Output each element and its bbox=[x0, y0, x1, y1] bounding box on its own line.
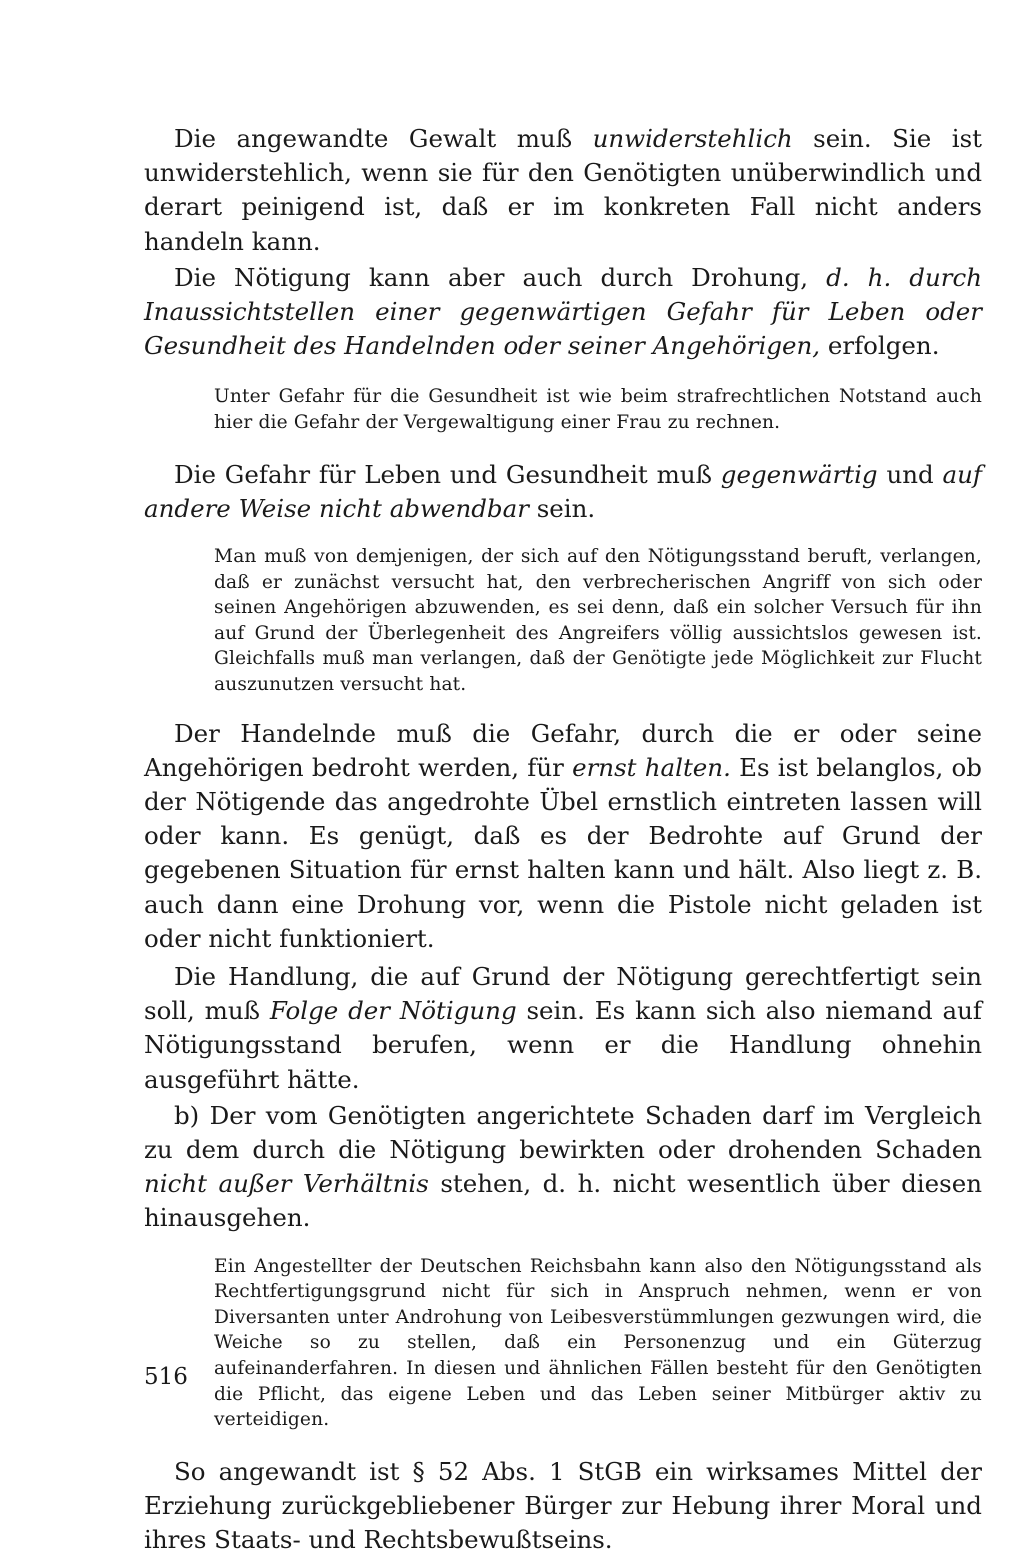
text-run: sein. Es kann sich also niemand auf Nötigungsstand berufen, wenn er die Handlung ohnehin ausgeführt hätte. bbox=[144, 996, 982, 1094]
text-run: Die angewandte Gewalt muß bbox=[174, 124, 593, 153]
paragraph-proportionality bbox=[144, 1099, 982, 1236]
note-health-danger bbox=[214, 384, 982, 435]
emphasis-text: unwiderstehlich bbox=[592, 124, 793, 153]
text-run: Es ist belanglos, ob der Nötigende das angedrohte Übel ernstlich eintreten lassen will oder kann. Es genügt, daß es der Bedrohte auf Grund der gegebenen Situation für ernst halten kann und hält. Also liegt z. B. auch dann eine Drohung vor, wenn die Pistole nicht geladen ist oder nicht funktioniert. bbox=[144, 752, 982, 953]
paragraph-serious-belief bbox=[144, 717, 982, 956]
emphasis-text: Folge der Nötigung bbox=[269, 996, 517, 1026]
text-run: Die Gefahr für Leben und Gesundheit muß bbox=[174, 459, 721, 489]
paragraph-present-danger bbox=[144, 458, 982, 526]
note-text: Unter Gefahr für die Gesundheit ist wie beim strafrechtlichen Notstand auch hier die Gefahr der Vergewaltigung einer Frau zu rechnen. bbox=[214, 386, 982, 434]
page-number: 516 bbox=[144, 1364, 188, 1390]
page-body bbox=[144, 122, 982, 1557]
text-run: Die Handlung, die auf Grund der Nötigung gerechtfertigt sein soll, muß bbox=[144, 962, 982, 1026]
note-railway-example bbox=[214, 1254, 982, 1433]
paragraph-irresistible-force bbox=[144, 122, 982, 259]
paragraph-consequence bbox=[144, 960, 982, 1097]
text-run: erfolgen. bbox=[820, 331, 940, 361]
text-run: und bbox=[877, 459, 943, 489]
text-run: Die Nötigung kann aber auch durch Drohung, bbox=[174, 262, 827, 292]
note-text: Man muß von demjenigen, der sich auf den Nötigungsstand beruft, verlangen, daß er zunächst versucht hat, den verbrecherischen Angriff von sich oder seinen Angehörigen abzuwenden, es sei denn, daß ein solcher Versuch für ihn auf Grund der Überlegenheit des Angreifers völlig aussichtslos gewesen ist. Gleichfalls muß man verlangen, daß der Genötigte jede Möglichkeit zur Flucht auszunutzen versucht hat. bbox=[214, 546, 982, 695]
emphasis-text: d. h. durch Inaussichtstellen einer gegenwärtigen Gefahr für Leben oder Gesundheit des Handelnden oder seiner Angehörigen, bbox=[144, 262, 982, 361]
emphasis-text: gegenwärtig bbox=[720, 459, 878, 489]
text-run: sein. Sie ist unwiderstehlich, wenn sie für den Genötigten unüberwindlich und derart peinigend ist, daß er im konkreten Fall nicht anders handeln kann. bbox=[144, 124, 982, 256]
text-run: sein. bbox=[528, 493, 596, 523]
emphasis-text: ernst halten. bbox=[572, 752, 731, 782]
emphasis-text: auf andere Weise nicht abwendbar bbox=[144, 459, 982, 523]
text-run: stehen, d. h. nicht wesentlich über diesen hinausgehen. bbox=[144, 1169, 982, 1233]
paragraph-threat bbox=[144, 261, 982, 364]
text-run: So angewandt ist § 52 Abs. 1 StGB ein wirksames Mittel der Erziehung zurückgebliebener Bürger zur Hebung ihrer Moral und ihres Staats- und Rechtsbewußtseins. bbox=[144, 1456, 982, 1555]
note-avoidance-duty bbox=[214, 544, 982, 698]
text-run: b) Der vom Genötigten angerichtete Schaden darf im Vergleich zu dem durch die Nötigung bewirkten oder drohenden Schaden bbox=[144, 1100, 982, 1165]
paragraph-conclusion bbox=[144, 1455, 982, 1557]
emphasis-text: nicht außer Verhältnis bbox=[144, 1169, 429, 1199]
text-run: Der Handelnde muß die Gefahr, durch die er oder seine Angehörigen bedroht werden, für bbox=[144, 718, 982, 782]
note-text: Ein Angestellter der Deutschen Reichsbahn kann also den Nötigungsstand als Rechtfertigungsgrund nicht für sich in Anspruch nehmen, wenn er von Diversanten unter Androhung von Leibesverstümmlungen gezwungen wird, die Weiche so zu stellen, daß ein Personenzug und ein Güterzug aufeinanderfahren. In diesen und ähnlichen Fällen besteht für den Genötigten die Pflicht, das eigene Leben und das Leben seiner Mitbürger aktiv zu verteidigen. bbox=[214, 1255, 982, 1431]
